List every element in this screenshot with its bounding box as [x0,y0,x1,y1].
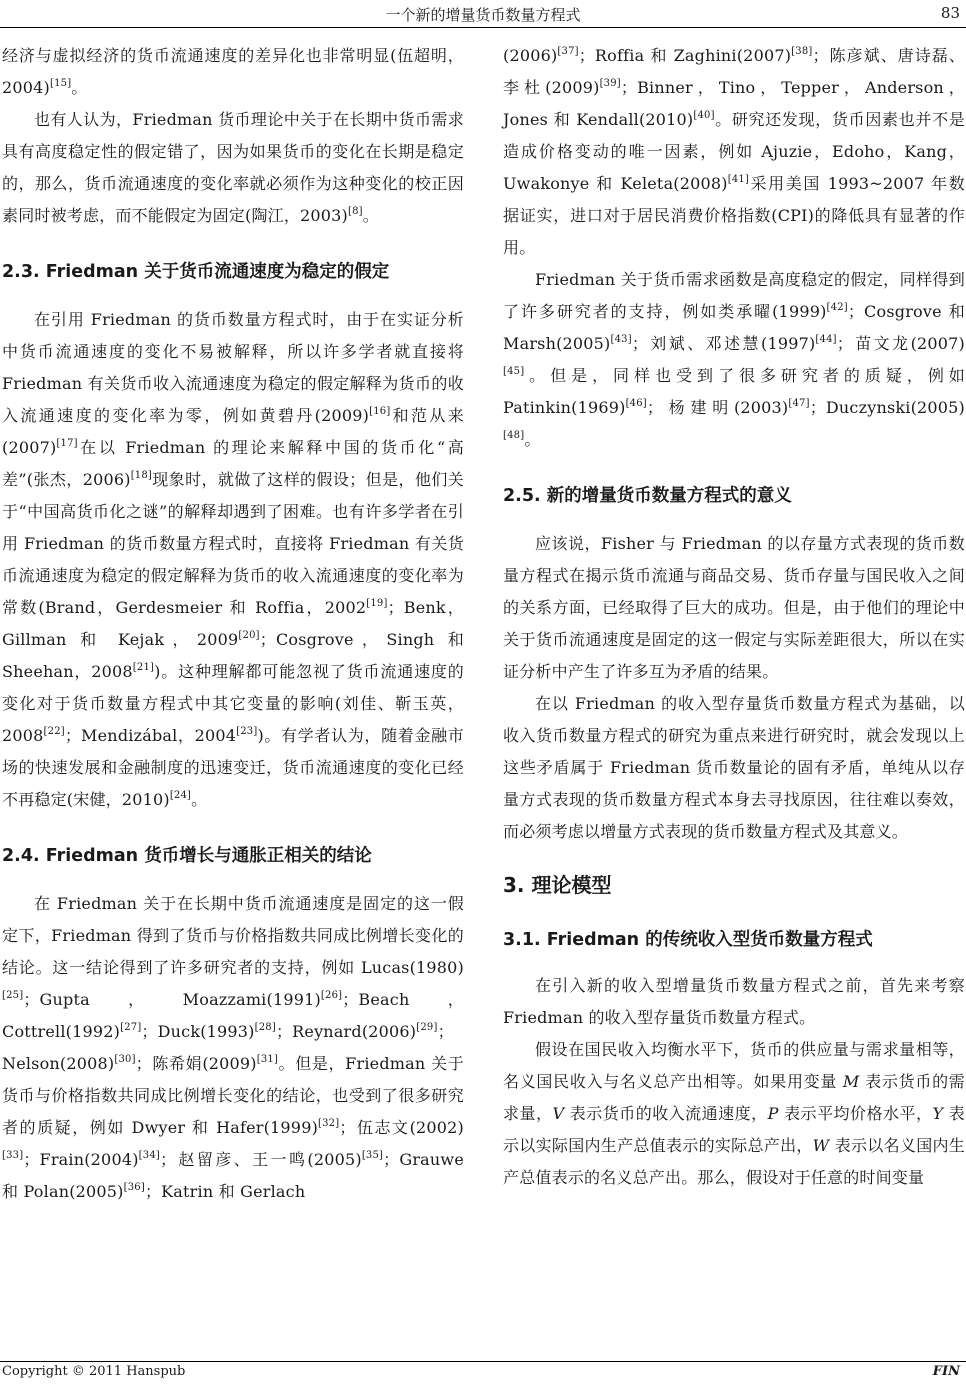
text-run: ；Beach，Cottrell(1992) [2,990,464,1041]
citation-ref: [21] [132,662,155,673]
variable-M: M [842,1072,860,1091]
text-run: ；Mendizábal，2004 [64,726,237,745]
journal-abbrev: FIN [932,1364,960,1379]
text-run: ；Benk，Gillman 和 Kejak，2009 [2,598,464,649]
citation-ref: [25] [2,990,24,1001]
text-run: Friedman 关于货币需求函数是高度稳定的假定，同样得到了许多研究者的支持，例如类承曜(1999) [503,270,965,321]
citation-ref: [38] [791,46,813,57]
citation-ref: [28] [254,1022,276,1033]
citation-ref: [15] [49,78,72,89]
citation-ref: [48] [503,430,525,441]
section-heading-3-1: 3.1. Friedman 的传统收入型货币数量方程式 [503,930,873,950]
text-run: 。 [524,430,541,449]
copyright: Copyright © 2011 Hanspub [2,1364,186,1379]
citation-ref: [36] [123,1182,145,1193]
citation-ref: [46] [625,398,647,409]
citation-ref: [34] [138,1150,160,1161]
citation-ref: [8] [348,206,363,217]
citation-ref: [26] [320,990,343,1001]
text-run: 现象时，就做了这样的假设；但是，他们关于“中国高货币化之谜”的解释却遇到了困难。也有许多学者在引用 Friedman 的货币数量方程式时，直接将 Friedman 有关货币流通速度为稳定的假定解释为货币的收入流通速度的变化率为常数(Brand，Gerdesmeier 和 Roffia，2002 [2,470,464,617]
citation-ref: [30] [114,1054,136,1065]
right-column [503,40,965,1194]
text-run: ；Binner，Tino，Tepper，Anderson，Jones 和 Kendall(2010) [503,78,965,129]
citation-ref: [16] [369,406,391,417]
text-run: 。但是，Friedman 关于货币与价格指数共同成比例增长变化的结论，也受到了很多研究者的质疑，例如 Dwyer 和 Hafer(1999) [2,1054,464,1137]
text-run: 采用美国 1993~2007 年数据证实，进口对于居民消费价格指数(CPI)的降低具有显著的作用。 [503,174,965,257]
text-run: ；Nelson(2008) [2,1022,454,1073]
text-run: ；杨建明(2003) [646,398,789,417]
text-run: ；刘斌、邓述慧(1997) [631,334,816,353]
text-run: 。但是，同样也受到了很多研究者的质疑，例如 Patinkin(1969) [503,366,965,417]
citation-ref: [17] [56,438,78,449]
text-run: 也有人认为，Friedman 货币理论中关于在长期中货币需求具有高度稳定性的假定错了，因为如果货币的变化在长期是稳定的，那么，货币流通速度的变化率就必须作为这种变化的校正因素同时被考虑，而不能假定为固定(陶江，2003) [2,110,464,225]
text-run: ；陈希娟(2009) [135,1054,257,1073]
text-run: ；Gupta，Moazzami(1991) [23,990,321,1009]
text-run: ；Katrin 和 Gerlach [144,1182,306,1201]
text-run: ；Duczynski(2005) [809,398,965,417]
citation-ref: [43] [610,334,632,345]
citation-ref: [41] [727,174,750,185]
text-run: 在 Friedman 关于在长期中货币流通速度是固定的这一假定下，Friedman 得到了货币与价格指数共同成比例增长变化的结论。这一结论得到了许多研究者的支持，例如 Lucas(1980) [2,894,464,977]
running-title: 一个新的增量货币数量方程式 [385,6,581,24]
text-run: )。有学者认为，随着金融市场的快速发展和金融制度的迅速变迁，货币流通速度的变化已经不再稳定(宋健，2010) [2,726,465,809]
text-run: ；陈彦斌、唐诗磊、李杜(2009) [503,46,965,97]
section-heading-2-5: 2.5. 新的增量货币数量方程式的意义 [503,486,792,506]
text-run: ；苗文龙(2007) [836,334,965,353]
running-header [0,0,966,28]
text-run: 表示以实际国内生产总值表示的实际总产出， [503,1104,965,1155]
paragraph [2,104,464,232]
text-run: ；Grauwe 和 Polan(2005) [2,1150,464,1201]
variable-P: P [767,1104,779,1123]
paragraph [503,40,965,264]
text-run: 和范从来(2007) [2,406,464,457]
text-run: 在引用 Friedman 的货币数量方程式时，由于在实证分析中货币流通速度的变化不易被解释，所以许多学者就直接将 Friedman 有关货币收入流通速度为稳定的假定解释为货币的收入流通速度的变化率为零，例如黄碧丹(2009) [2,310,464,425]
text-run: (2006) [503,46,558,65]
header-rule [0,27,966,28]
citation-ref: [47] [788,398,810,409]
paragraph: 在以 Friedman 的收入型存量货币数量方程式为基础，以收入货币数量方程式的研究为重点来进行研究时，就会发现以上这些矛盾属于 Friedman 货币数量论的固有矛盾，单纯从以存量方式表现的货币数量方程式本身去寻找原因，往往难以奏效，而必须考虑以增量方式表现的货币数量方程式及其意义。 [503,694,965,841]
paragraph: 在引入新的收入型增量货币数量方程式之前，首先来考察 Friedman 的收入型存量货币数量方程式。 [503,976,965,1027]
text-run: ；赵留彦、王一鸣(2005) [159,1150,362,1169]
text-run: 。 [71,78,88,97]
text-run: 表示平均价格水平， [778,1104,933,1123]
variable-W: W [812,1136,830,1155]
paragraph [2,888,464,1208]
text-run: ；Frain(2004) [23,1150,139,1169]
text-run: ；伍志文(2002) [339,1118,464,1137]
section-heading-2-4: 2.4. Friedman 货币增长与通胀正相关的结论 [2,846,372,866]
citation-ref: [27] [120,1022,142,1033]
text-run: ；Reynard(2006) [275,1022,417,1041]
left-column [2,40,464,1208]
citation-ref: [18] [130,470,153,481]
paragraph [2,304,464,816]
citation-ref: [24] [169,790,192,801]
citation-ref: [29] [416,1022,438,1033]
text-run: 在以 Friedman 的理论来解释中国的货币化“高差”(张杰，2006) [2,438,464,489]
citation-ref: [33] [2,1150,24,1161]
citation-ref: [31] [256,1054,279,1065]
text-run: ；Cosgrove，Singh 和 Sheehan，2008 [2,630,464,681]
text-run: 表示货币的收入流通速度， [564,1104,768,1123]
paragraph: 应该说，Fisher 与 Friedman 的以存量方式表现的货币数量方程式在揭示货币流通与商品交易、货币存量与国民收入之间的关系方面，已经取得了巨大的成功。但是，由于他们的理论中关于货币流通速度是固定的这一假定与实际差距很大，所以在实证分析中产生了许多互为矛盾的结果。 [503,534,965,681]
citation-ref: [44] [815,334,837,345]
section-heading-2-3: 2.3. Friedman 关于货币流通速度为稳定的假定 [2,262,390,282]
citation-ref: [42] [826,302,848,313]
citation-ref: [35] [361,1150,384,1161]
citation-ref: [23] [236,726,258,737]
text-run: 经济与虚拟经济的货币流通速度的差异化也非常明显(伍超明，2004) [2,46,464,97]
variable-Y: Y [932,1104,944,1123]
citation-ref: [45] [503,366,525,377]
text-run: 。 [362,206,379,225]
text-run: ；Duck(1993) [141,1022,255,1041]
text-run: 假设在国民收入均衡水平下，货币的供应量与需求量相等，名义国民收入与名义总产出相等。如果用变量 [503,1040,965,1091]
citation-ref: [40] [693,110,715,121]
text-run: ；Cosgrove 和 Marsh(2005) [503,302,966,353]
citation-ref: [32] [318,1118,340,1129]
footer-rule [0,1361,966,1362]
text-run: 。研究还发现，货币因素也并不是造成价格变动的唯一因素，例如 Ajuzie，Edoho，Kang，Uwakonye 和 Keleta(2008) [503,110,965,193]
paragraph [503,1034,965,1194]
citation-ref: [39] [599,78,621,89]
paragraph [503,264,965,456]
variable-V: V [552,1104,565,1123]
section-heading-3: 3. 理论模型 [503,873,612,897]
page-number: 83 [940,4,960,22]
text-run: 。 [191,790,208,809]
citation-ref: [22] [43,726,65,737]
citation-ref: [37] [557,46,579,57]
citation-ref: [20] [238,630,260,641]
text-run: ；Roffia 和 Zaghini(2007) [578,46,792,65]
citation-ref: [19] [366,598,388,609]
text-run: 表示以名义国内生产总值表示的名义总产出。那么，假设对于任意的时间变量 [503,1136,965,1187]
text-run: 表示货币的需求量， [503,1072,965,1123]
paragraph [2,40,464,104]
text-run: )。这种理解都可能忽视了货币流通速度的变化对于货币数量方程式中其它变量的影响(刘佳、靳玉英，2008 [2,662,464,745]
